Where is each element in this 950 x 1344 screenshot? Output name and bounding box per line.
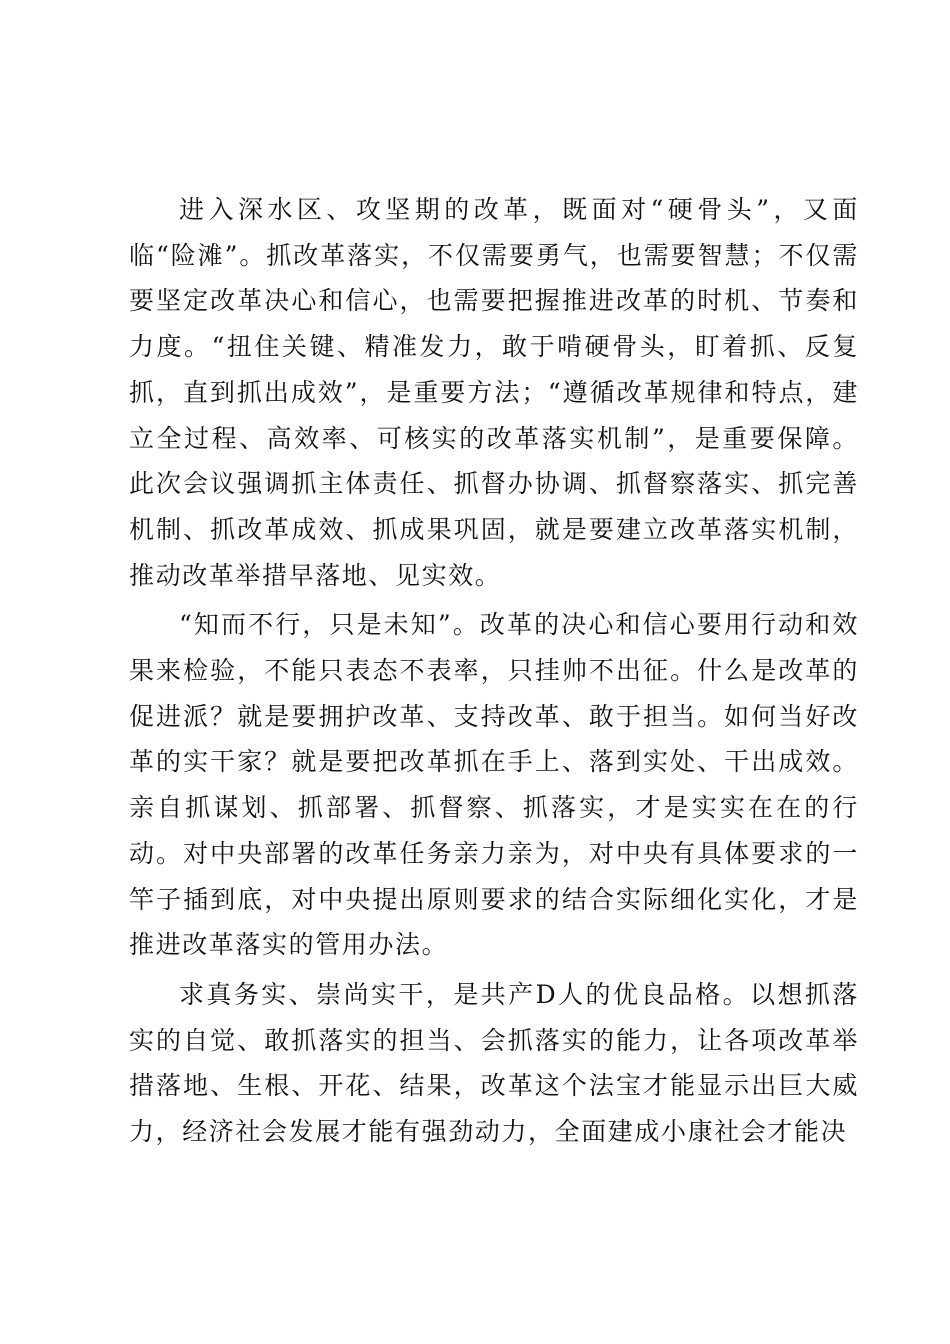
paragraph-3: 求真务实、崇尚实干，是共产D人的优良品格。以想抓落实的自觉、敢抓落实的担当、会抓落实的能力，让各项改革举措落地、生根、开花、结果，改革这个法宝才能显示出巨大威力，经济社会发展才能有强劲动力，全面建成小康社会才能决 bbox=[129, 979, 859, 1147]
paragraph-1: 进入深水区、攻坚期的改革，既面对“硬骨头”，又面临“险滩”。抓改革落实，不仅需要勇气，也需要智慧；不仅需要坚定改革决心和信心，也需要把握推进改革的时机、节奏和力度。“扭住关键、精准发力，敢于啃硬骨头，盯着抓、反复抓，直到抓出成效”，是重要方法；“遵循改革规律和特点，建立全过程、高效率、可核实的改革落实机制”，是重要保障。此次会议强调抓主体责任、抓督办协调、抓督察落实、抓完善机制、抓改革成效、抓成果巩固，就是要建立改革落实机制，推动改革举措早落地、见实效。 bbox=[129, 195, 859, 590]
paragraph-2: “知而不行，只是未知”。改革的决心和信心要用行动和效果来检验，不能只表态不表率，只挂帅不出征。什么是改革的促进派？就是要拥护改革、支持改革、敢于担当。如何当好改革的实干家？就是要把改革抓在手上、落到实处、干出成效。亲自抓谋划、抓部署、抓督察、抓落实，才是实实在在的行动。对中央部署的改革任务亲力亲为，对中央有具体要求的一竿子插到底，对中央提出原则要求的结合实际细化实化，才是推进改革落实的管用办法。 bbox=[129, 610, 859, 960]
body-text bbox=[129, 187, 859, 1155]
